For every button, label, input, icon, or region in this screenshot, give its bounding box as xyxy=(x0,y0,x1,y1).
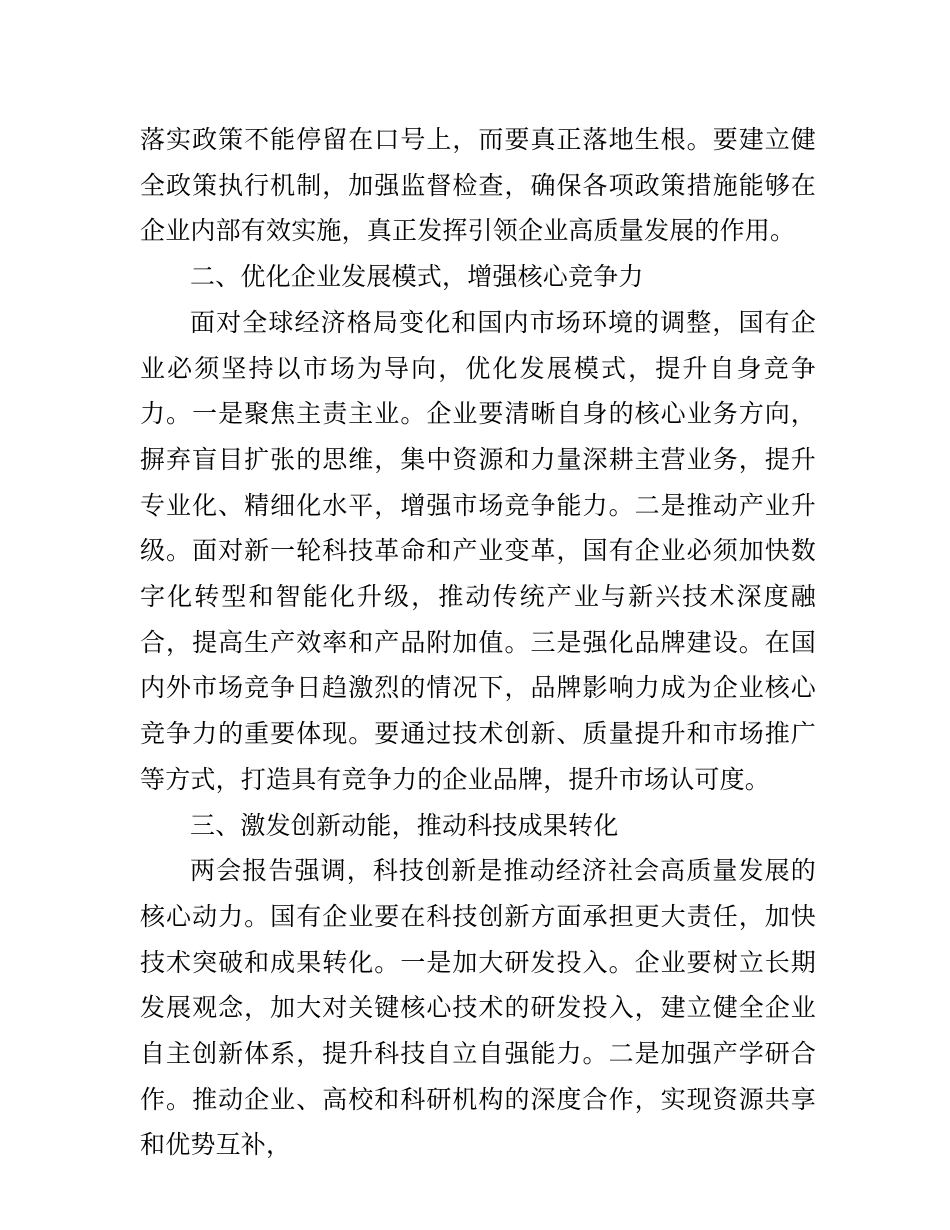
paragraph-policy-implementation: 落实政策不能停留在口号上，而要真正落地生根。要建立健全政策执行机制，加强监督检查，确保各项政策措施能够在企业内部有效实施，真正发挥引领企业高质量发展的作用。 xyxy=(140,125,816,246)
document-body xyxy=(140,117,816,1168)
section-heading-2: 二、优化企业发展模式，增强核心竞争力 xyxy=(190,262,644,292)
paragraph-development-model: 面对全球经济格局变化和国内市场环境的调整，国有企业必须坚持以市场为导向，优化发展模式，提升自身竞争力。一是聚焦主责主业。企业要清晰自身的核心业务方向，摒弃盲目扩张的思维，集中资源和力量深耕主营业务，提升专业化、精细化水平，增强市场竞争能力。二是推动产业升级。面对新一轮科技革命和产业变革，国有企业必须加快数字化转型和智能化升级，推动传统产业与新兴技术深度融合，提高生产效率和产品附加值。三是强化品牌建设。在国内外市场竞争日趋激烈的情况下，品牌影响力成为企业核心竞争力的重要体现。要通过技术创新、质量提升和市场推广等方式，打造具有竞争力的企业品牌，提升市场认可度。 xyxy=(140,307,816,794)
section-heading-3: 三、激发创新动能，推动科技成果转化 xyxy=(190,810,619,840)
paragraph-innovation: 两会报告强调，科技创新是推动经济社会高质量发展的核心动力。国有企业要在科技创新方面承担更大责任，加快技术突破和成果转化。一是加大研发投入。企业要树立长期发展观念，加大对关键核心技术的研发投入，建立健全企业自主创新体系，提升科技自立自强能力。二是加强产学研合作。推动企业、高校和科研机构的深度合作，实现资源共享和优势互补， xyxy=(140,856,816,1160)
